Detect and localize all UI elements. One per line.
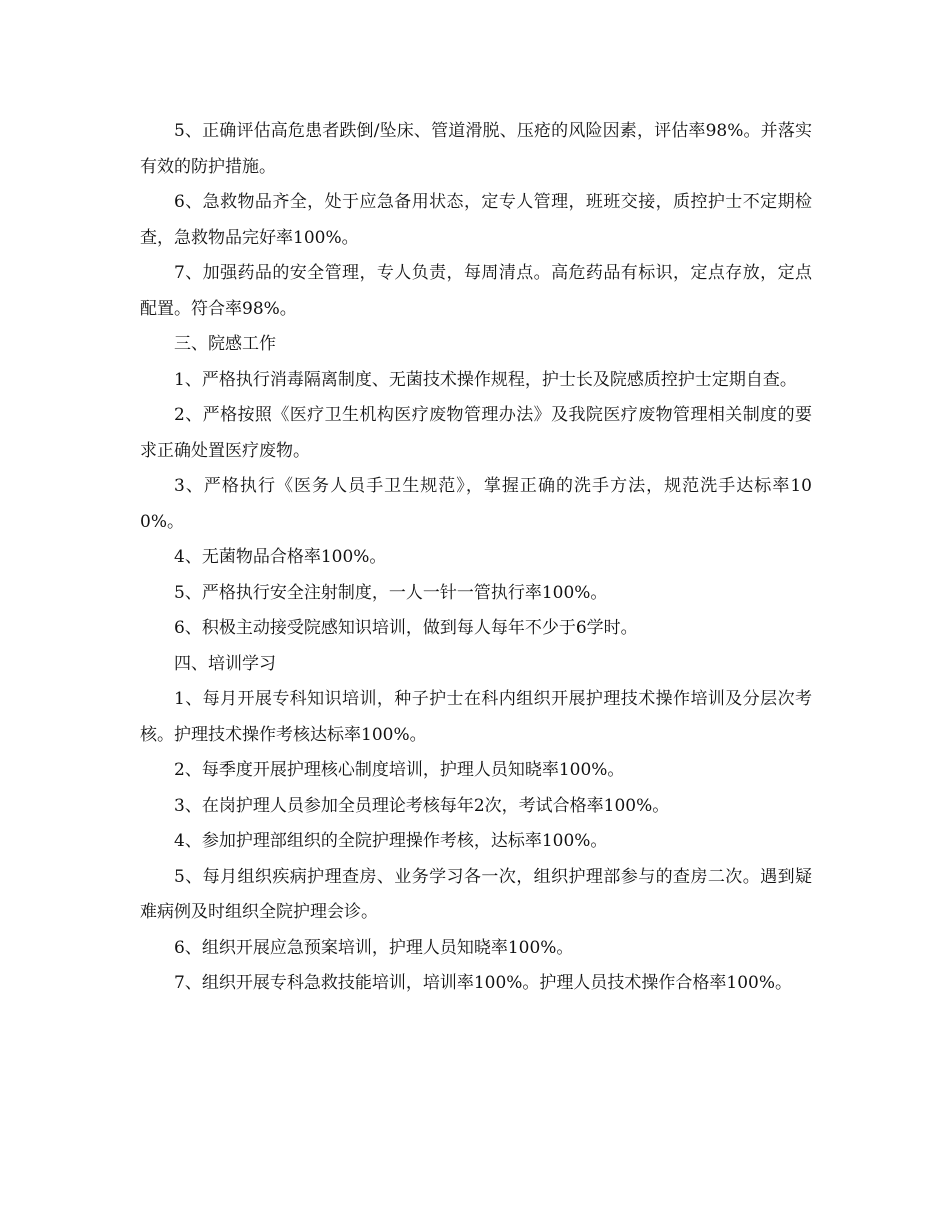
- paragraph-item: 5、每月组织疾病护理查房、业务学习各一次，组织护理部参与的查房二次。遇到疑难病例及时组织全院护理会诊。: [140, 866, 812, 922]
- paragraph-item: 6、组织开展应急预案培训，护理人员知晓率100%。: [174, 937, 574, 958]
- paragraph-item: 1、严格执行消毒隔离制度、无菌技术操作规程，护士长及院感质控护士定期自查。: [174, 369, 797, 390]
- paragraph-item: 7、加强药品的安全管理，专人负责，每周清点。高危药品有标识，定点存放，定点配置。符合率98%。: [140, 263, 812, 319]
- paragraph-item: 3、严格执行《医务人员手卫生规范》，掌握正确的洗手方法，规范洗手达标率100%。: [140, 476, 812, 532]
- section-heading: 四、培训学习: [174, 653, 276, 674]
- paragraph-item: 4、无菌物品合格率100%。: [174, 547, 387, 567]
- section-heading: 三、院感工作: [174, 334, 276, 354]
- paragraph-item: 3、在岗护理人员参加全员理论考核每年2次，考试合格率100%。: [174, 795, 670, 816]
- paragraph-item: 4、参加护理部组织的全院护理操作考核，达标率100%。: [174, 831, 608, 851]
- paragraph-item: 7、组织开展专科急救技能培训，培训率100%。护理人员技术操作合格率100%。: [174, 973, 793, 993]
- paragraph-item: 5、严格执行安全注射制度，一人一针一管执行率100%。: [174, 582, 608, 603]
- paragraph-item: 6、积极主动接受院感知识培训，做到每人每年不少于6学时。: [174, 618, 638, 638]
- paragraph-item: 5、正确评估高危患者跌倒/坠床、管道滑脱、压疮的风险因素，评估率98%。并落实有效的防护措施。: [140, 121, 812, 177]
- paragraph-item: 1、每月开展专科知识培训，种子护士在科内组织开展护理技术操作培训及分层次考核。护理技术操作考核达标率100%。: [140, 689, 812, 745]
- paragraph-item: 6、急救物品齐全，处于应急备用状态，定专人管理，班班交接，质控护士不定期检查，急救物品完好率100%。: [140, 192, 812, 248]
- document-body: [140, 114, 812, 1002]
- paragraph-item: 2、严格按照《医疗卫生机构医疗废物管理办法》及我院医疗废物管理相关制度的要求正确处置医疗废物。: [140, 405, 812, 461]
- paragraph-item: 2、每季度开展护理核心制度培训，护理人员知晓率100%。: [174, 760, 625, 780]
